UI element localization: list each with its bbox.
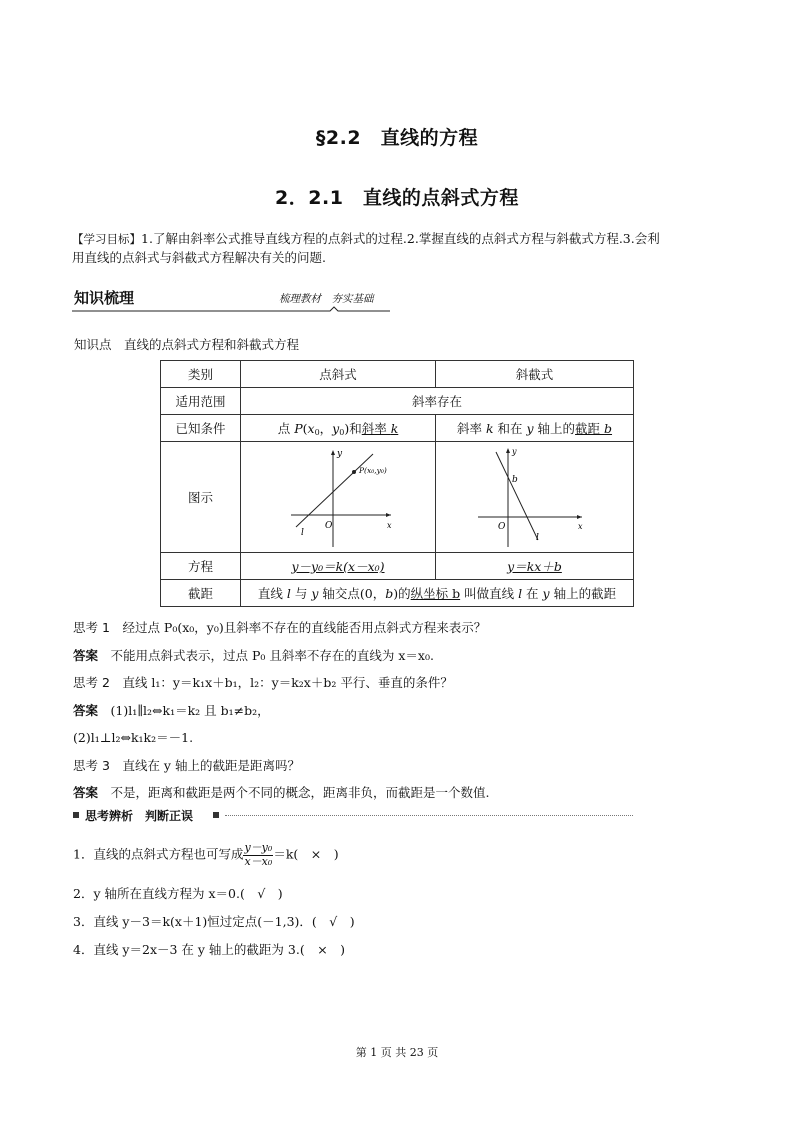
point-label: P(x₀,y₀): [359, 466, 387, 475]
col-header-category: 类别: [161, 361, 241, 388]
square-bullet-icon: [73, 812, 79, 818]
thinking-section: [73, 614, 733, 807]
thinking-1: 思考 1 经过点 P₀(x₀，y₀)且斜率不存在的直线能否用点斜式方程来表示？: [73, 620, 487, 635]
judge-header: [73, 808, 633, 824]
row-label-intercept: 截距: [161, 580, 241, 607]
page-footer: 第 1 页 共 23 页: [355, 1046, 439, 1059]
answer-2-cont: (2)l₁⊥l₂⇔k₁k₂＝－1.: [73, 730, 194, 745]
judge-header-rule: [225, 815, 633, 816]
line-label: l: [301, 528, 304, 538]
answer-2: 答案 (1)l₁∥l₂⇔k₁＝k₂ 且 b₁≠b₂，: [73, 702, 270, 718]
slope-intercept-graph: [436, 442, 633, 552]
known-slope-intercept: 斜率 k 和在 y 轴上的截距 b: [436, 415, 634, 442]
section-title: §2.2 直线的方程: [315, 127, 479, 149]
judge-item-2: 2．y 轴所在直线方程为 x＝0.( √ ): [73, 886, 283, 901]
intercept-definition: 直线 l 与 y 轴交点(0，b)的纵坐标 b 叫做直线 l 在 y 轴上的截距: [241, 580, 634, 607]
axis-x-label: x: [387, 521, 392, 530]
intercept-label: b: [512, 475, 518, 485]
table-row-intercept: [161, 580, 634, 607]
knowledge-header-title: 知识梳理: [74, 289, 135, 307]
row-label-figure: 图示: [161, 442, 241, 553]
judge-item-1: 1．直线的点斜式方程也可写成 $\frac{\text{y－y₀}}{\text{x－x₀}}$ ＝k( × ): [73, 841, 339, 868]
row-label-known: 已知条件: [161, 415, 241, 442]
figure-point-slope: [241, 442, 436, 553]
col-header-point-slope: 点斜式: [241, 361, 436, 388]
table-row-scope: [161, 388, 634, 415]
objectives-line-1: 1.了解由斜率公式推导直线方程的点斜式的过程.2.掌握直线的点斜式方程与斜截式方程.3.会利: [141, 231, 660, 246]
figure-slope-intercept: [436, 442, 634, 553]
equation-slope-intercept: y＝kx＋b: [436, 553, 634, 580]
table-row-known: [161, 415, 634, 442]
table-header-row: [161, 361, 634, 388]
axis-y-label: y: [337, 449, 343, 459]
table-row-equation: [161, 553, 634, 580]
row-label-equation: 方程: [161, 553, 241, 580]
point-slope-graph: [241, 442, 435, 552]
axis-x-label: x: [578, 522, 583, 531]
thinking-3: 思考 3 直线在 y 轴上的截距是距离吗？: [73, 757, 300, 773]
square-bullet-icon: [213, 812, 219, 818]
answer-3: 答案 不是，距离和截距是两个不同的概念，距离非负，而截距是一个数值.: [73, 785, 490, 800]
known-point-slope: 点 $P(x_0$，$y_0$)和斜率 k: [241, 415, 436, 442]
col-header-slope-intercept: 斜截式: [436, 361, 634, 388]
fraction: $\frac{\text{y－y₀}}{\text{x－x₀}}$: [244, 841, 273, 868]
knowledge-point-title: 知识点 直线的点斜式方程和斜截式方程: [74, 337, 300, 352]
equation-point-slope: y－y₀＝k(x－x₀): [241, 553, 436, 580]
knowledge-header-tagline: 梳理教材 夯实基础: [279, 293, 374, 305]
objectives-line-2: 用直线的点斜式与斜截式方程解决有关的问题.: [72, 249, 326, 265]
origin-label: O: [498, 522, 506, 532]
line-label: l: [536, 533, 539, 543]
judge-header-title: 思考辨析 判断正误: [85, 809, 194, 823]
scope-value: 斜率存在: [241, 388, 634, 415]
table-row-figure: [161, 442, 634, 553]
row-label-scope: 适用范围: [161, 388, 241, 415]
learning-objectives: [72, 230, 732, 268]
origin-label: O: [325, 521, 333, 531]
equation-forms-table: [160, 360, 634, 607]
subsection-title: 2．2.1 直线的点斜式方程: [275, 187, 519, 209]
judge-item-4: 4．直线 y＝2x－3 在 y 轴上的截距为 3.( × ): [73, 942, 346, 957]
judge-item-3: 3．直线 y－3＝k(x＋1)恒过定点(－1,3)．( √ ): [73, 914, 355, 929]
thinking-2: 思考 2 直线 l₁：y＝k₁x＋b₁，l₂：y＝k₂x＋b₂ 平行、垂直的条件？: [73, 675, 453, 690]
knowledge-header-rule: [72, 306, 394, 316]
answer-1: 答案 不能用点斜式表示，过点 P₀ 且斜率不存在的直线为 x＝x₀.: [73, 647, 434, 663]
objectives-label: 【学习目标】: [72, 232, 141, 246]
axis-y-label: y: [512, 447, 517, 456]
